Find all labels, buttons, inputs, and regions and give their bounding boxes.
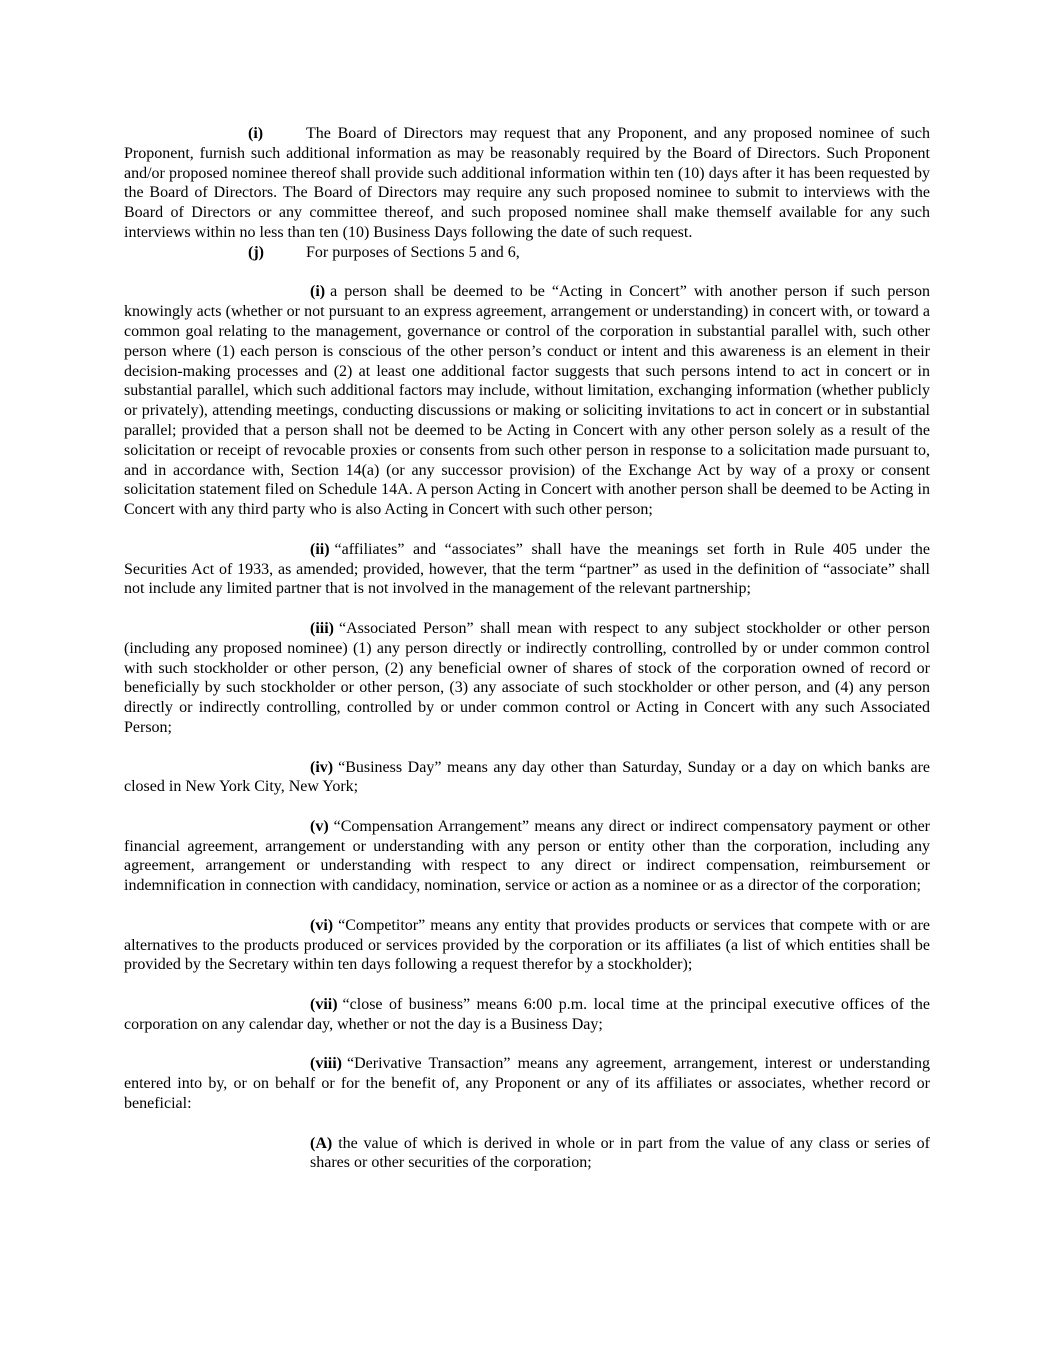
paragraph-text: For purposes of Sections 5 and 6,: [306, 243, 520, 261]
paragraph-text: “affiliates” and “associates” shall have the meanings set forth in Rule 405 under the Securities Act of 1933, as amended; provided, however, that the term “partner” as used in the definition of “associate” shall not include any limited partner that is not involved in the management of the relevant partnership;: [124, 540, 930, 598]
definition-competitor: [124, 916, 930, 975]
section-label: (A): [310, 1134, 333, 1152]
section-label: (v): [310, 817, 329, 835]
section-label: (iv): [310, 758, 334, 776]
section-label: (viii): [310, 1055, 342, 1073]
definition-close-of-business: [124, 995, 930, 1035]
section-label: (i): [310, 283, 326, 301]
paragraph-i-information-request: [124, 124, 930, 243]
paragraph-text: “Competitor” means any entity that provides products or services that compete with or are alternatives to the products produced or services provided by the corporation or its affiliates (a list of which entities shall be provided by the Secretary within ten days following a request therefor by a stockholder);: [124, 916, 930, 974]
paragraph-text: “Derivative Transaction” means any agreement, arrangement, interest or understanding entered into by, or on behalf or for the benefit of, any Proponent or any of its affiliates or associates, whether record or beneficial:: [124, 1055, 930, 1113]
definition-acting-in-concert: [124, 282, 930, 520]
section-label: (vii): [310, 996, 338, 1014]
section-label: (vi): [310, 916, 334, 934]
paragraph-j-definitions-intro: [124, 243, 930, 263]
paragraph-text: “close of business” means 6:00 p.m. local time at the principal executive offices of the corporation on any calendar day, whether or not the day is a Business Day;: [124, 996, 930, 1033]
derivative-clause-a: [310, 1134, 930, 1174]
definition-business-day: [124, 758, 930, 798]
section-label: (i): [248, 125, 264, 142]
paragraph-text: “Compensation Arrangement” means any direct or indirect compensatory payment or other financial agreement, arrangement or understanding with any person or entity other than the corporation, including any agreement, arrangement or understanding with respect to any direct or indirect compensation, reimbursement or indemnification in connection with candidacy, nomination, service or action as a nominee or as a director of the corporation;: [124, 817, 930, 895]
definition-affiliates-associates: [124, 540, 930, 599]
paragraph-text: The Board of Directors may request that any Proponent, and any proposed nominee of such Proponent, furnish such additional information as may be reasonably required by the Board of Directors. Such Proponent and/or proposed nominee thereof shall provide such additional information within ten (10) days after it has been requested by the Board of Directors. The Board of Directors may require any such proposed nominee to submit to interviews with the Board of Directors or any committee thereof, and such proposed nominee shall make themself available for any such interviews within no less than ten (10) Business Days following the date of such request.: [124, 125, 930, 241]
paragraph-text: “Business Day” means any day other than Saturday, Sunday or a day on which banks are closed in New York City, New York;: [124, 758, 930, 796]
document-page: [124, 124, 930, 1173]
definition-associated-person: [124, 619, 930, 738]
section-label: (iii): [310, 619, 334, 637]
section-label: (ii): [310, 540, 330, 558]
definition-compensation-arrangement: [124, 817, 930, 896]
paragraph-text: “Associated Person” shall mean with respect to any subject stockholder or other person (including any proposed nominee) (1) any person directly or indirectly controlling, controlled by or under common control with such stockholder or other person, (2) any beneficial owner of shares of stock of the corporation owned of record or beneficially by such stockholder or other person, (3) any associate of such stockholder or other person, and (4) any person directly or indirectly controlling, controlled by or under common control or Acting in Concert with any such Associated Person;: [124, 619, 930, 736]
definition-derivative-transaction: [124, 1054, 930, 1113]
paragraph-text: the value of which is derived in whole or in part from the value of any class or series of shares or other securities of the corporation;: [310, 1134, 930, 1172]
section-label: (j): [248, 243, 264, 261]
paragraph-text: a person shall be deemed to be “Acting in Concert” with another person if such person knowingly acts (whether or not pursuant to an express agreement, arrangement or understanding) in concert with, or toward a common goal relating to the management, governance or control of the corporation in substantial parallel with, such other person where (1) each person is conscious of the other person’s conduct or intent and this awareness is an element in their decision-making processes and (2) at least one additional factor suggests that such persons intend to act in concert or in substantial parallel, which such additional factors may include, without limitation, exchanging information (whether publicly or privately), attending meetings, conducting discussions or making or soliciting invitations to act in concert or in substantial parallel; provided that a person shall not be deemed to be Acting in Concert with any other person solely as a result of the solicitation or receipt of revocable proxies or consents from such other person in response to a solicitation made pursuant to, and in accordance with, Section 14(a) (or any successor provision) of the Exchange Act by way of a proxy or consent solicitation statement filed on Schedule 14A. A person Acting in Concert with another person shall be deemed to be Acting in Concert with any third party who is also Acting in Concert with such other person;: [124, 283, 930, 519]
